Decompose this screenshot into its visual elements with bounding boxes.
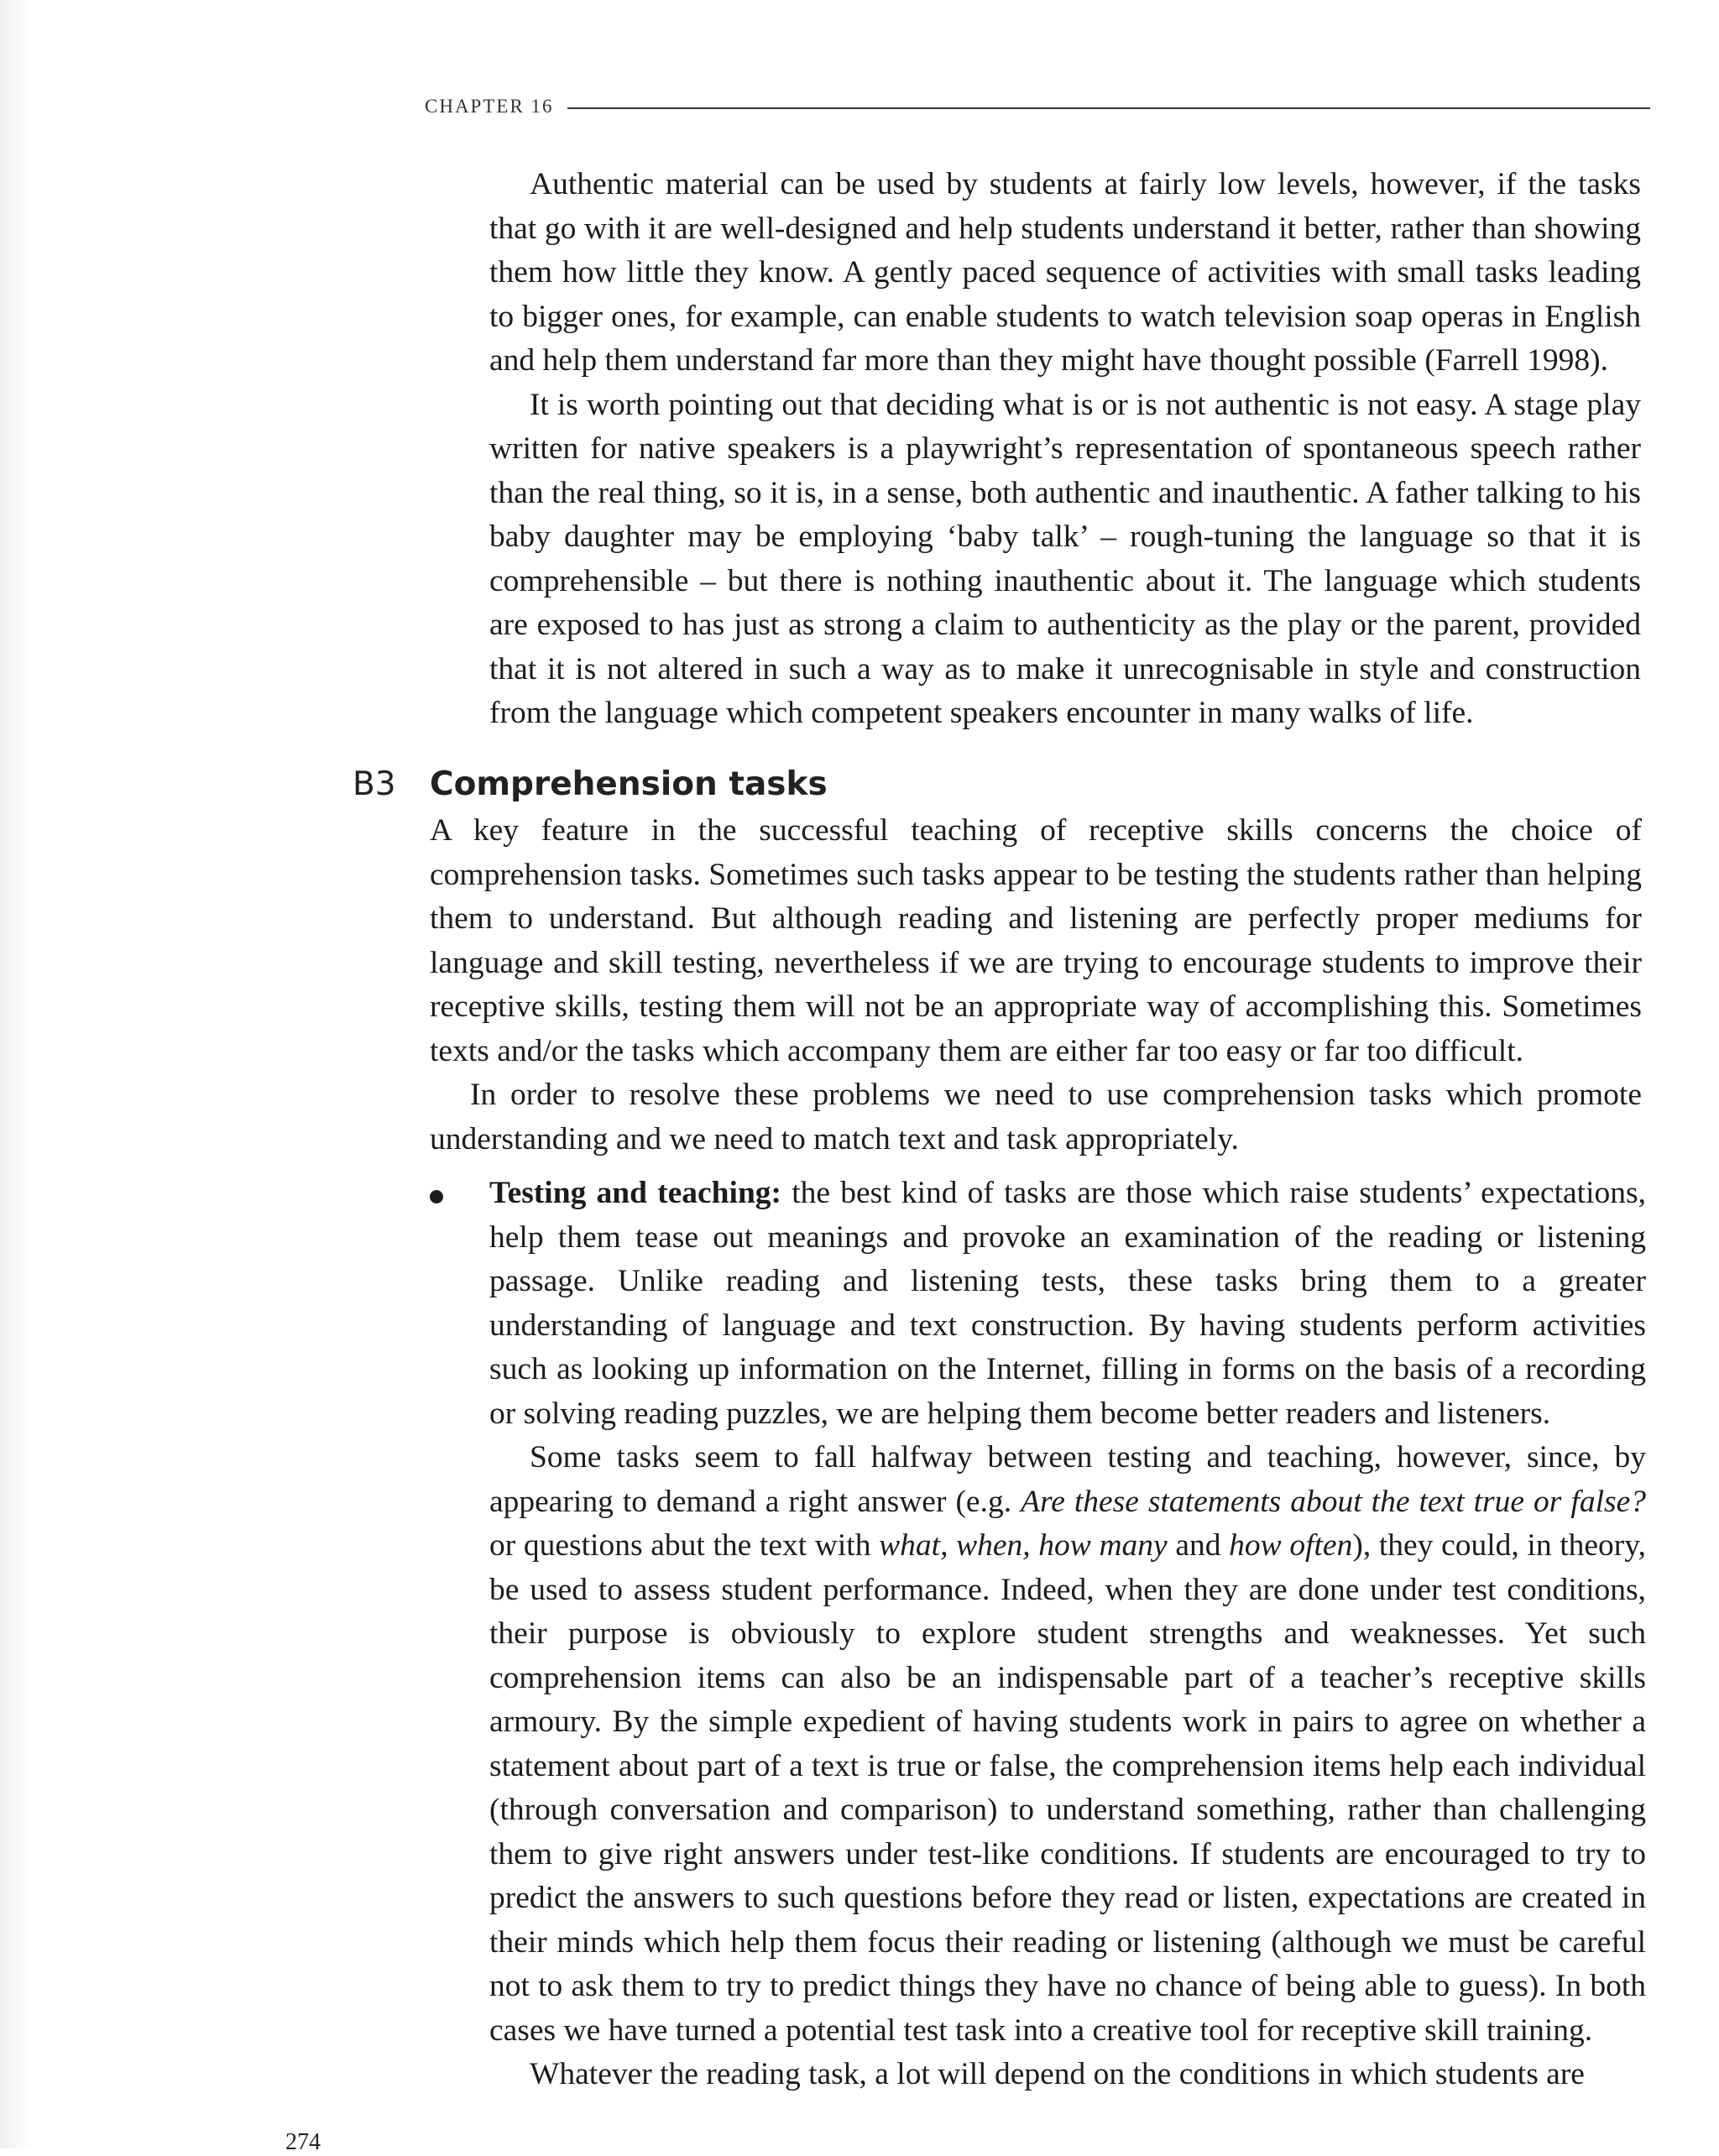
- intro-text: [489, 163, 1641, 736]
- section-title: Comprehension tasks: [430, 765, 828, 803]
- paragraph-authenticity: It is worth pointing out that deciding what is or is not authentic is not easy. A stage play written for native speakers is a playwright’s representation of spontaneous speech rather than the real thing, so it is, in a sense, both authentic and inauthentic. A father talking to his baby daughter may be employing ‘baby talk’ – rough-tuning the language so that it is comprehensible – but there is nothing inauthentic about it. The language which students are exposed to has just as strong a claim to authenticity as the play or the parent, provided that it is not altered in such a way as to make it unrecognisable in style and construction from the language which competent speakers encounter in many walks of life.: [489, 387, 1641, 730]
- header-rule: [567, 107, 1650, 109]
- halfway-text-3: and: [1167, 1528, 1230, 1563]
- page-number: 274: [285, 2129, 321, 2155]
- example-what-when: what, when, how many: [879, 1528, 1168, 1563]
- section-number: B3: [353, 765, 396, 803]
- bullet-body: the best kind of tasks are those which raise students’ expectations, help them tease out meanings and provoke an examination of the reading or listening passage. Unlike reading and listening tests, these tasks bring them to a greater understanding of language and text construction. By having students perform activities such as looking up information on the Internet, filling in forms on the basis of a recording or solving reading puzzles, we are helping them become better readers and listeners.: [489, 1176, 1646, 1431]
- chapter-label: CHAPTER 16: [425, 96, 554, 117]
- section-text: [430, 809, 1642, 1162]
- example-true-false: Are these statements about the text true or false?: [1021, 1484, 1646, 1519]
- example-how-often: how often: [1229, 1528, 1353, 1563]
- paragraph-key-feature: A key feature in the successful teaching of receptive skills concerns the choice of comprehension tasks. Sometimes such tasks appear to be testing the students rather than helping them to understand. But although reading and listening are perfectly proper mediums for language and skill testing, nevertheless if we are trying to encourage students to improve their receptive skills, testing them will not be an appropriate way of accomplishing this. Sometimes texts and/or the tasks which accompany them are either far too easy or far too difficult.: [430, 813, 1642, 1068]
- paragraph-resolve-problems: In order to resolve these problems we need to use comprehension tasks which promote understanding and we need to match text and task appropriately.: [430, 1078, 1642, 1156]
- paragraph-halfway-tasks: [489, 1436, 1646, 2053]
- page-edge-shadow: [0, 0, 34, 2148]
- bullet-term: Testing and teaching:: [489, 1176, 782, 1210]
- paragraph-reading-task: Whatever the reading task, a lot will depend on the conditions in which students are: [530, 2057, 1585, 2091]
- bullet-item-testing-teaching: [489, 1172, 1646, 1436]
- section-heading: [353, 765, 828, 803]
- bullet-icon: [430, 1190, 443, 1203]
- halfway-text-2: or questions abut the text with: [489, 1528, 880, 1563]
- bullet-text: [489, 1172, 1646, 2097]
- paragraph-authentic-material: Authentic material can be used by students at fairly low levels, however, if the tasks that go with it are well-designed and help students understand it better, rather than showing them how little they know. A gently paced sequence of activities with small tasks leading to bigger ones, for example, can enable students to watch television soap operas in English and help them understand far more than they might have thought possible (Farrell 1998).: [489, 167, 1641, 378]
- halfway-text-4: ), they could, in theory, be used to assess student performance. Indeed, when they are done under test conditions, their purpose is obviously to explore student strengths and weaknesses. Yet such comprehension items can also be an indispensable part of a teacher’s receptive skills armoury. By the simple expedient of having students work in pairs to agree on whether a statement about part of a text is true or false, the comprehension items help each individual (through conversation and comparison) to understand something, rather than challenging them to give right answers under test-like conditions. If students are encouraged to try to predict the answers to such questions before they read or listen, expectations are created in their minds which help them focus their reading or listening (although we must be careful not to ask them to try to predict things they have no chance of being able to guess). In both cases we have turned a potential test task into a creative tool for receptive skill training.: [489, 1528, 1646, 2048]
- halfway-text-1: Some tasks seem to fall halfway between testing and teaching, however, since, by appearing to demand a right answer (e.g.: [489, 1440, 1646, 1519]
- running-header: [425, 96, 1650, 117]
